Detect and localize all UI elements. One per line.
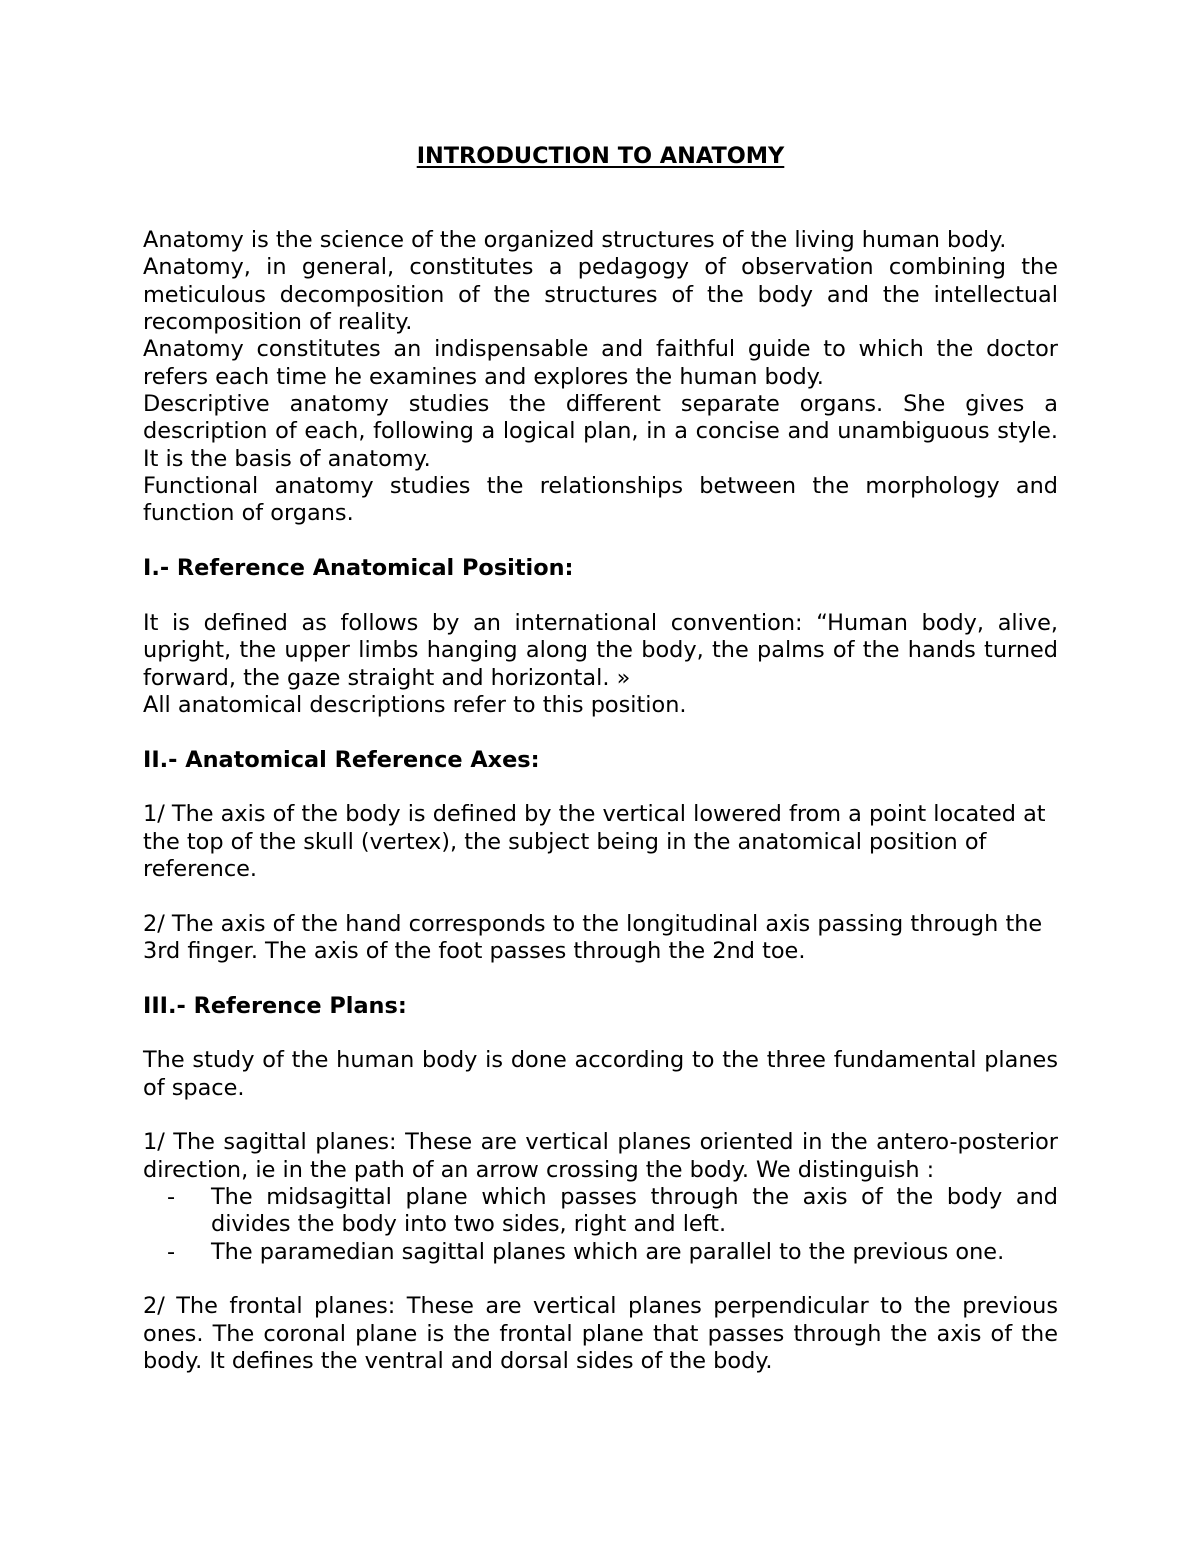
spacer [143,1102,1058,1129]
section-1-heading: I.- Reference Anatomical Position: [143,555,574,582]
intro-line-1: Anatomy is the science of the organized structures of the living human body. [143,227,1007,253]
section-3-item-1: 1/ The sagittal planes: These are vertical planes oriented in the antero-posterior direction, ie in the path of an arrow crossing the body. We distinguish : [143,1129,1058,1183]
list-item-text: The midsagittal plane which passes through the axis of the body and divides the body into two sides, right and left. [211,1184,1058,1238]
document-title: INTRODUCTION TO ANATOMY [416,143,785,169]
spacer [143,719,1058,746]
section-2-heading: II.- Anatomical Reference Axes: [143,746,540,773]
list-item [167,1238,1058,1266]
spacer [143,582,1058,609]
spacer [143,528,1058,555]
section-1-paragraph-2: All anatomical descriptions refer to this position. [143,691,687,718]
dash-marker: - [167,1184,176,1211]
spacer [143,774,1058,801]
dash-marker: - [167,1238,176,1265]
section-2-item-1: 1/ The axis of the body is defined by the vertical lowered from a point located at the top of the skull (vertex), the subject being in the anatomical position of reference. [143,801,1046,882]
section-1-paragraph-1: It is defined as follows by an international convention: “Human body, alive, upright, the upper limbs hanging along the body, the palms of the hands turned forward, the gaze straight and horizontal. » [143,609,1058,691]
section-3-intro: The study of the human body is done according to the three fundamental planes of space. [143,1047,1058,1101]
intro-paragraph-4: Descriptive anatomy studies the different separate organs. She gives a description of each, following a logical plan, in a concise and unambiguous style. It is the basis of anatomy. [143,391,1058,472]
intro-paragraph-2: Anatomy, in general, constitutes a pedagogy of observation combining the meticulous decomposition of the structures of the body and the intellectual recomposition of reality. [143,254,1058,336]
intro-paragraph-3: Anatomy constitutes an indispensable and faithful guide to which the doctor refers each time he examines and explores the human body. [143,336,1058,390]
spacer [143,883,1058,910]
document-page [143,140,1058,1375]
section-3-item-2: 2/ The frontal planes: These are vertical planes perpendicular to the previous ones. The coronal plane is the frontal plane that passes through the axis of the body. It defines the ventral and dorsal sides of the body. [143,1293,1058,1375]
list-item-text: The paramedian sagittal planes which are parallel to the previous one. [211,1238,1005,1265]
spacer [143,1266,1058,1293]
list-item [167,1184,1058,1239]
spacer [143,1020,1058,1047]
spacer [143,965,1058,992]
sagittal-planes-list [143,1184,1058,1266]
section-2-item-2: 2/ The axis of the hand corresponds to the longitudinal axis passing through the 3rd finger. The axis of the foot passes through the 2nd toe. [143,910,1043,964]
section-3-heading: III.- Reference Plans: [143,992,407,1019]
intro-paragraph-5: Functional anatomy studies the relationships between the morphology and function of organs. [143,473,1058,527]
